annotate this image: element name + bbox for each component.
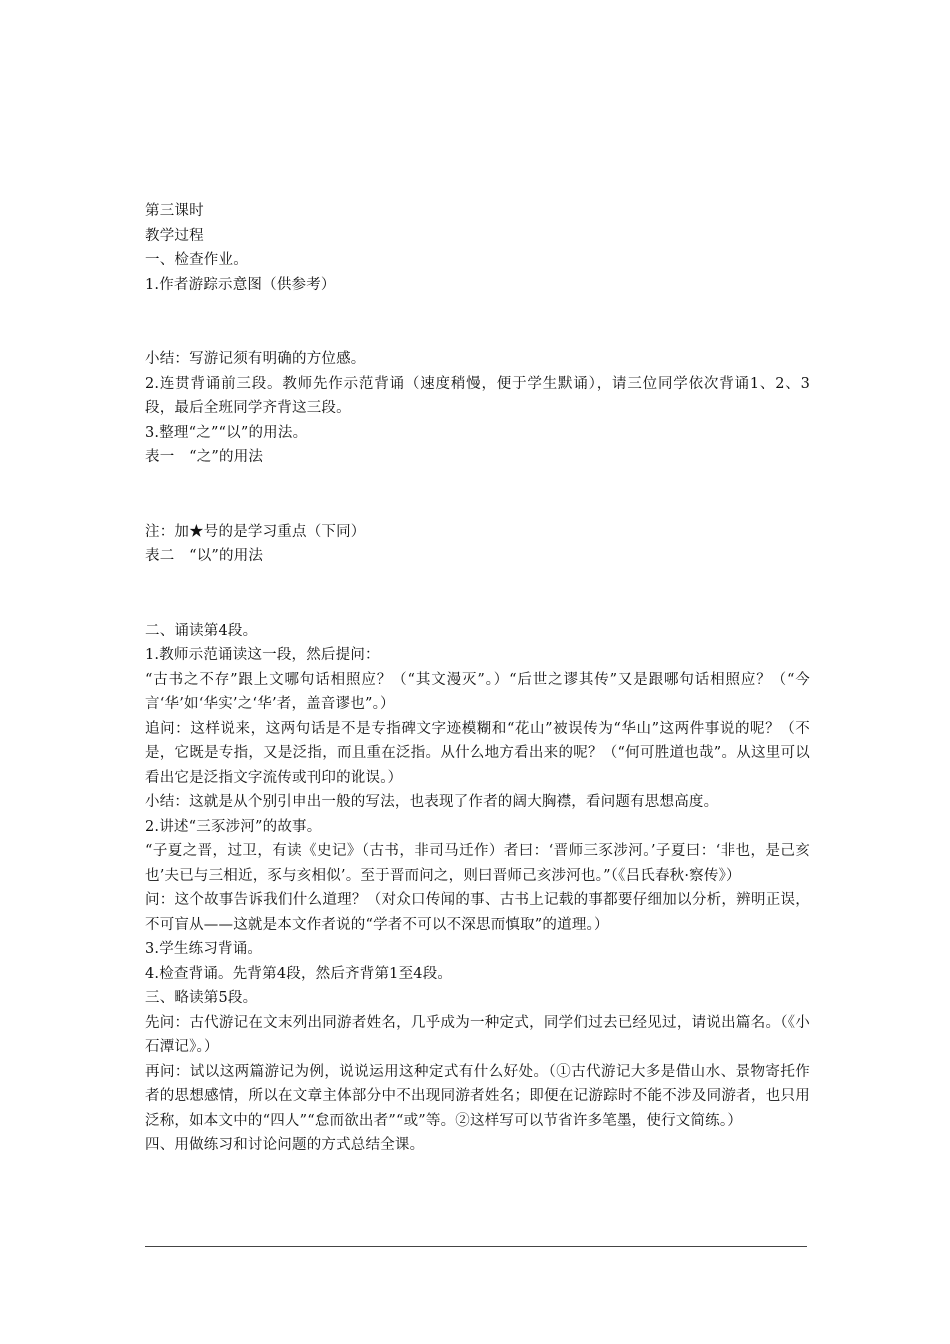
summary-direction: 小结：写游记须有明确的方位感。: [145, 351, 366, 367]
document-body: [145, 199, 810, 1158]
heading-read-para4: 二、诵读第4段。: [145, 622, 258, 639]
footer-divider: [145, 1246, 807, 1247]
story-question: 问：这个故事告诉我们什么道理？（对众口传闻的事、古书上记载的事都要仔细加以分析，辨明正误，不可盲从——这就是本文作者说的“学者不可以不深思而慎取”的道理。）: [145, 892, 810, 933]
item-story: 2.讲述“三豕涉河”的故事。: [145, 818, 322, 835]
second-question: 再问：试以这两篇游记为例，说说运用这种定式有什么好处。（①古代游记大多是借山水、景物寄托作者的思想感情，所以在文章主体部分中不出现同游者姓名；即便在记游踪时不能不涉及同游者，也只用泛称，如本文中的“四人”“怠而欲出者”“或”等。②这样写可以节省许多笔墨，使行文简练。）: [145, 1063, 810, 1129]
lesson-title: 第三课时: [145, 203, 204, 219]
item-usage: 3.整理“之”“以”的用法。: [145, 424, 308, 441]
table2-caption: 表二 “以”的用法: [145, 548, 264, 564]
table1-placeholder: [145, 470, 810, 520]
table1-caption: 表一 “之”的用法: [145, 449, 264, 465]
section-title: 教学过程: [145, 227, 204, 244]
heading-skim-para5: 三、略读第5段。: [145, 990, 258, 1006]
item-recite: 2.连贯背诵前三段。教师先作示范背诵（速度稍慢，便于学生默诵），请三位同学依次背诵1、2、3段，最后全班同学齐背这三段。: [145, 375, 810, 416]
summary-general: 小结：这就是从个别引申出一般的写法，也表现了作者的阔大胸襟，看问题有思想高度。: [145, 794, 719, 810]
table2-placeholder: [145, 569, 810, 619]
story-text: “子夏之晋，过卫，有读《史记》（古书，非司马迁作）者曰：‘晋师三豕涉河。’子夏曰：‘非也，是己亥也’夫已与三相近，豕与亥相似’。至于晋而问之，则曰晋师己亥涉河也。”（《吕氏春秋·察传》）: [145, 843, 810, 884]
heading-summary: 四、用做练习和讨论问题的方式总结全课。: [145, 1137, 425, 1153]
diagram-placeholder: [145, 297, 810, 347]
item-route-diagram: 1.作者游踪示意图（供参考）: [145, 276, 336, 293]
followup-question: 追问：这样说来，这两句话是不是专指碑文字迹模糊和“花山”被误传为“华山”这两件事说的呢？（不是，它既是专指，又是泛指，而且重在泛指。从什么地方看出来的呢？（“何可胜道也哉”。从这里可以看出它是泛指文字流传或刊印的讹误。）: [145, 720, 810, 786]
heading-check-homework: 一、检查作业。: [145, 252, 248, 268]
first-question: 先问：古代游记在文末列出同游者姓名，几乎成为一种定式，同学们过去已经见过，请说出篇名。（《小石潭记》。）: [145, 1014, 810, 1055]
note-star: 注：加★号的是学习重点（下同）: [145, 523, 366, 540]
item-teacher-read: 1.教师示范诵读这一段，然后提问：: [145, 647, 380, 663]
item-check-recite: 4.检查背诵。先背第4段，然后齐背第1至4段。: [145, 965, 453, 982]
question-1: “古书之不存”跟上文哪句话相照应？（“其文漫灭”。）“后世之谬其传”又是跟哪句话相照应？（“今言‘华’如‘华实’之‘华’者，盖音谬也”。）: [145, 671, 810, 712]
item-practice: 3.学生练习背诵。: [145, 941, 263, 957]
